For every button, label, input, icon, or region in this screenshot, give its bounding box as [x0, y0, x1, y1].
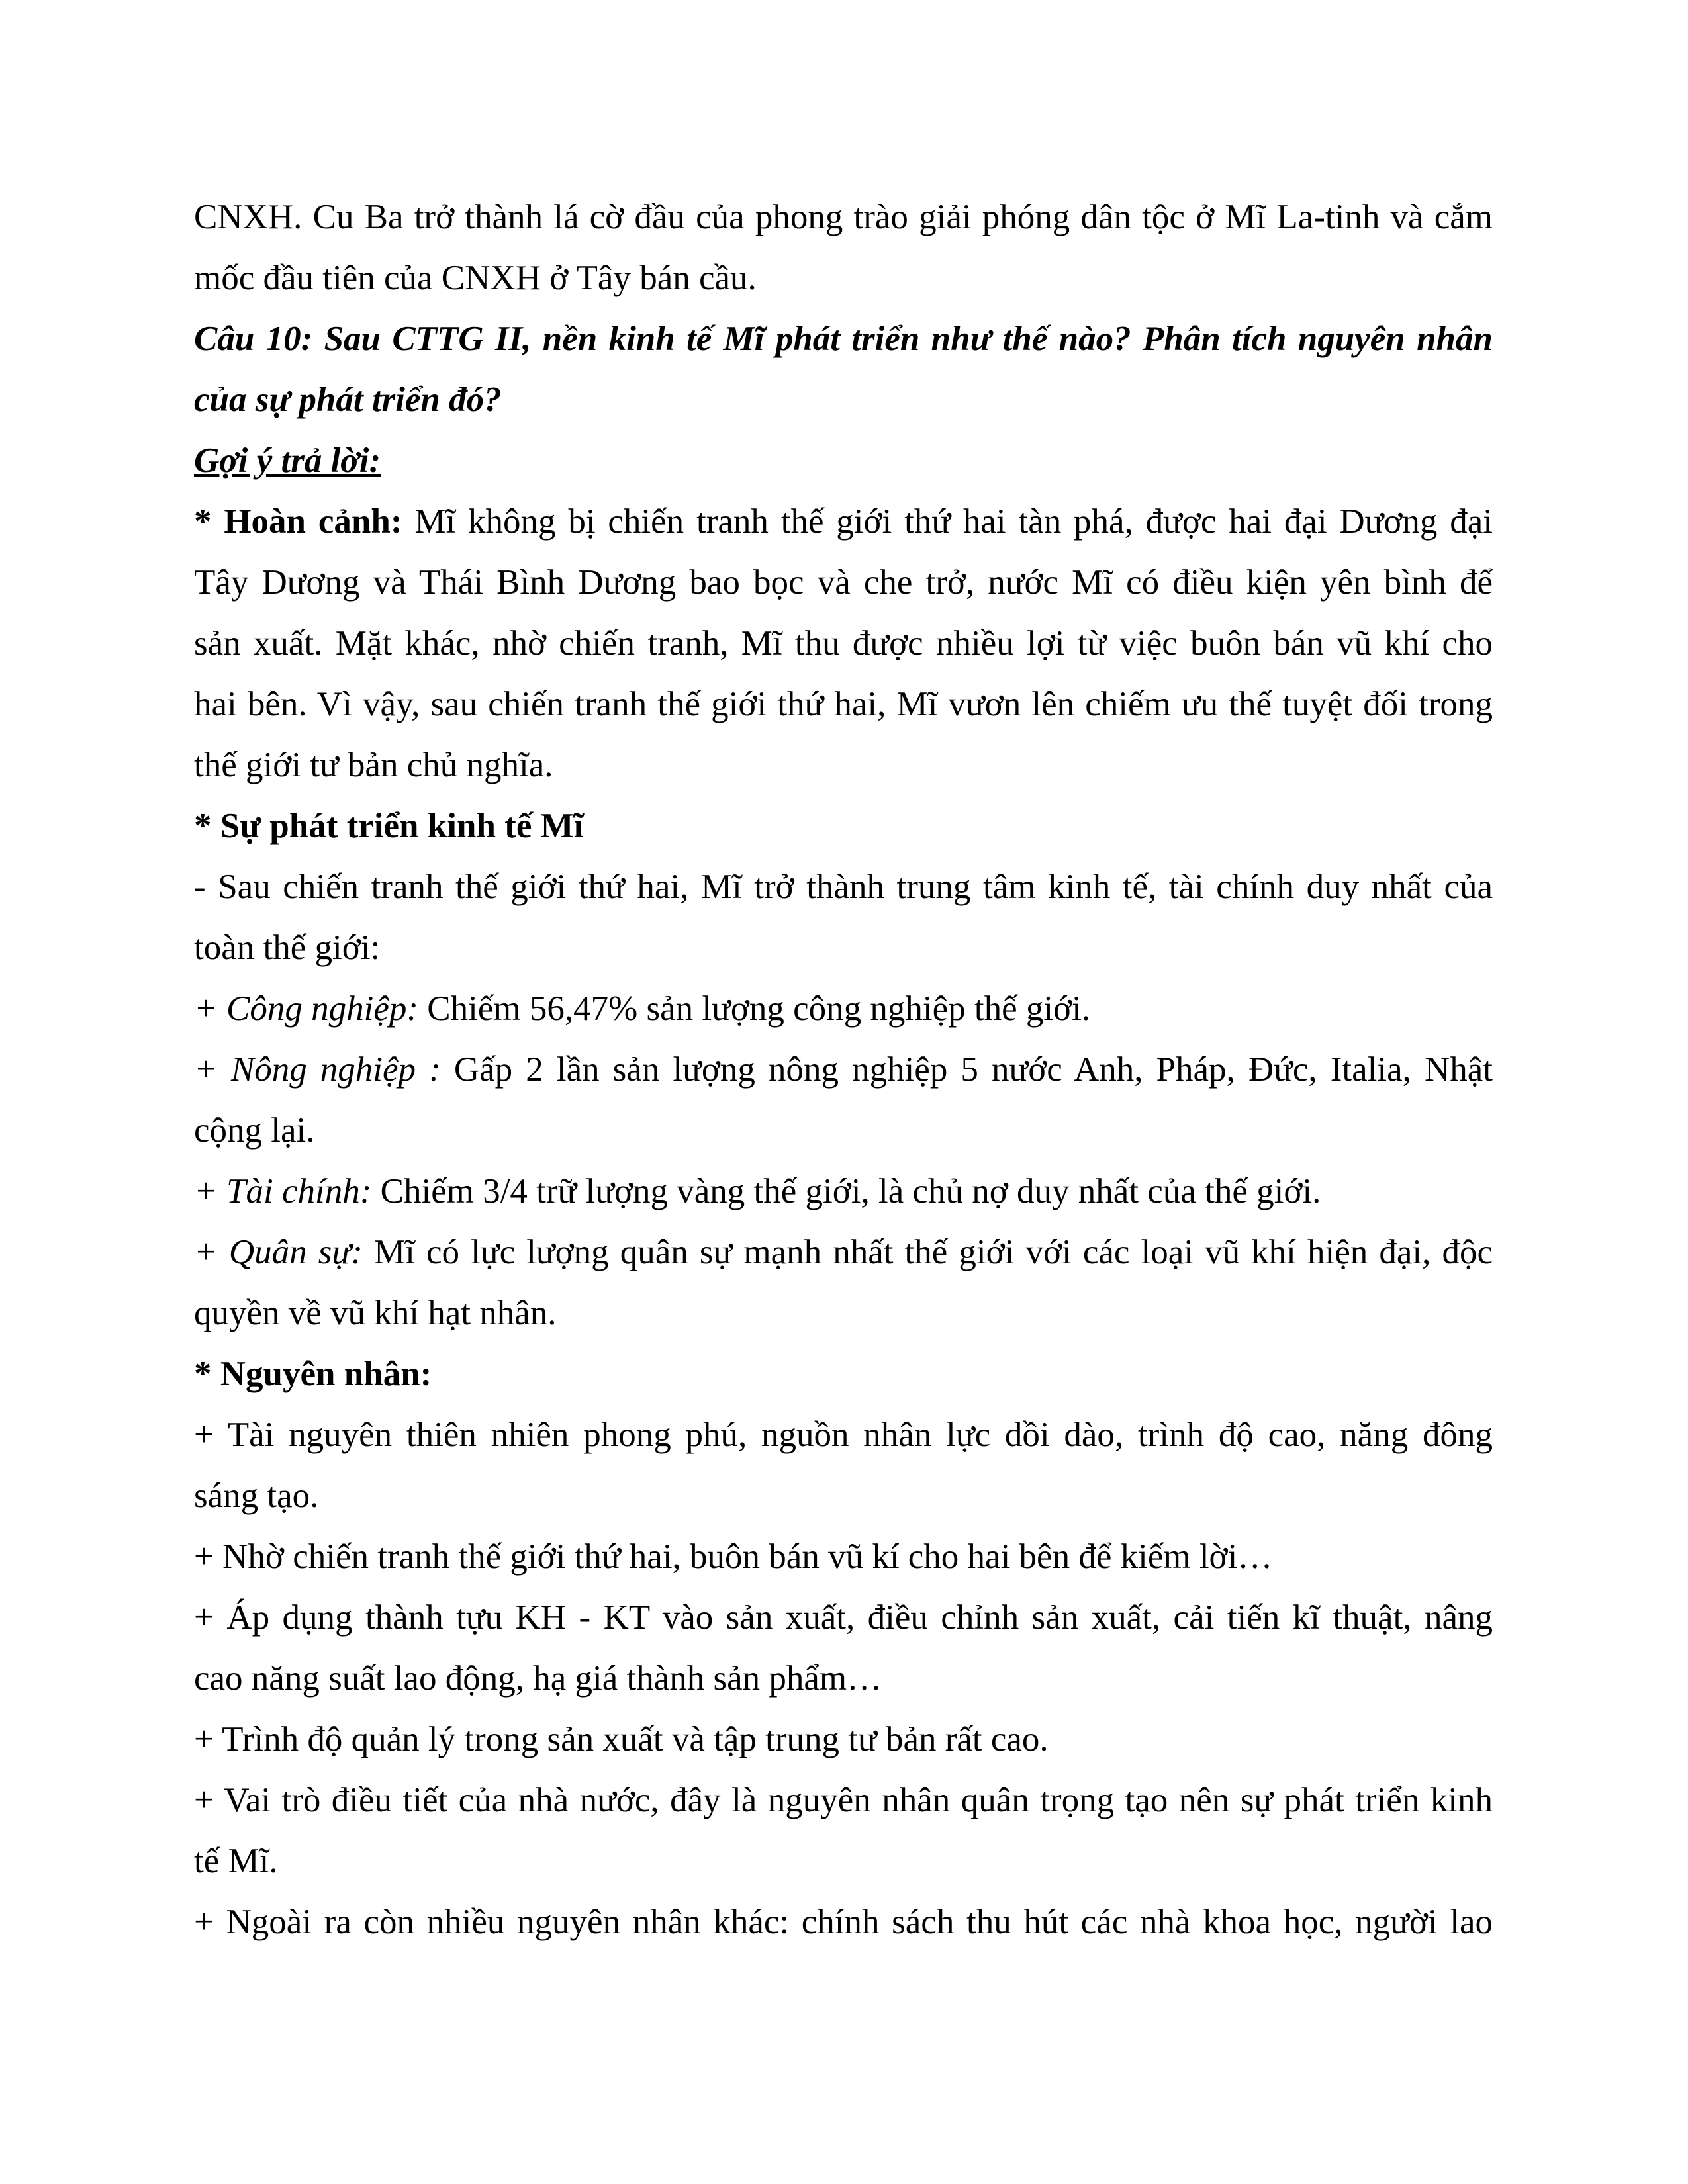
text-line: sáng tạo.: [194, 1477, 319, 1515]
bullet-line: [194, 1039, 1493, 1100]
text-line: quyền về vũ khí hạt nhân.: [194, 1294, 557, 1332]
section-heading: * Nguyên nhân:: [194, 1355, 432, 1393]
text-line: cộng lại.: [194, 1111, 315, 1150]
line-text: Chiếm 3/4 trữ lượng vàng thế giới, là chủ nợ duy nhất của thế giới.: [371, 1172, 1321, 1210]
text-line: - Sau chiến tranh thế giới thứ hai, Mĩ trở thành trung tâm kinh tế, tài chính duy nhất của: [194, 868, 1493, 906]
bullet-line: [194, 1161, 1493, 1222]
text-line: CNXH. Cu Ba trở thành lá cờ đầu của phong trào giải phóng dân tộc ở Mĩ La-tinh và cắm: [194, 198, 1493, 236]
answer-hint-label: Gợi ý trả lời:: [194, 441, 381, 480]
text-line: toàn thế giới:: [194, 929, 381, 967]
text-line: + Áp dụng thành tựu KH - KT vào sản xuất, điều chỉnh sản xuất, cải tiến kĩ thuật, nâng: [194, 1598, 1493, 1637]
answer-hint-heading: [194, 430, 1493, 491]
line-text: Gấp 2 lần sản lượng nông nghiệp 5 nước Anh, Pháp, Đức, Italia, Nhật: [440, 1050, 1493, 1089]
section-heading: * Sự phát triển kinh tế Mĩ: [194, 807, 584, 845]
text-line: tế Mĩ.: [194, 1842, 278, 1880]
text-line: + Ngoài ra còn nhiều nguyên nhân khác: chính sách thu hút các nhà khoa học, người lao: [194, 1903, 1493, 1941]
labeled-paragraph-line: [194, 491, 1493, 552]
text-line: cao năng suất lao động, hạ giá thành sản phẩm…: [194, 1659, 882, 1698]
text-line: Tây Dương và Thái Bình Dương bao bọc và che trở, nước Mĩ có điều kiện yên bình để: [194, 563, 1493, 602]
text-line: + Vai trò điều tiết của nhà nước, đây là nguyên nhân quân trọng tạo nên sự phát triển kinh: [194, 1781, 1493, 1819]
text-line: mốc đầu tiên của CNXH ở Tây bán cầu.: [194, 259, 757, 297]
bullet-line: [194, 1222, 1493, 1283]
italic-label: + Công nghiệp:: [194, 989, 419, 1028]
text-line: sản xuất. Mặt khác, nhờ chiến tranh, Mĩ thu được nhiều lợi từ việc buôn bán vũ khí cho: [194, 624, 1493, 662]
bullet-line: [194, 978, 1493, 1039]
question-line: của sự phát triển đó?: [194, 381, 502, 419]
line-text: Mĩ có lực lượng quân sự mạnh nhất thế giới với các loại vũ khí hiện đại, độc: [362, 1233, 1493, 1271]
bold-label: * Hoàn cảnh:: [194, 502, 402, 541]
document-page: [194, 187, 1493, 1952]
italic-label: + Tài chính:: [194, 1172, 372, 1210]
line-text: Chiếm 56,47% sản lượng công nghiệp thế giới.: [418, 989, 1091, 1028]
text-line: + Tài nguyên thiên nhiên phong phú, nguồn nhân lực dồi dào, trình độ cao, năng đông: [194, 1416, 1493, 1454]
italic-label: + Nông nghiệp :: [194, 1050, 441, 1089]
italic-label: + Quân sự:: [194, 1233, 363, 1271]
text-line: thế giới tư bản chủ nghĩa.: [194, 746, 553, 784]
question-line: Câu 10: Sau CTTG II, nền kinh tế Mĩ phát triển như thế nào? Phân tích nguyên nhân: [194, 320, 1493, 358]
text-line: hai bên. Vì vậy, sau chiến tranh thế giới thứ hai, Mĩ vươn lên chiếm ưu thế tuyệt đối trong: [194, 685, 1493, 723]
text-line: + Trình độ quản lý trong sản xuất và tập trung tư bản rất cao.: [194, 1720, 1049, 1758]
text-line: + Nhờ chiến tranh thế giới thứ hai, buôn bán vũ kí cho hai bên để kiếm lời…: [194, 1537, 1273, 1576]
line-text: Mĩ không bị chiến tranh thế giới thứ hai tàn phá, được hai đại Dương đại: [402, 502, 1493, 541]
